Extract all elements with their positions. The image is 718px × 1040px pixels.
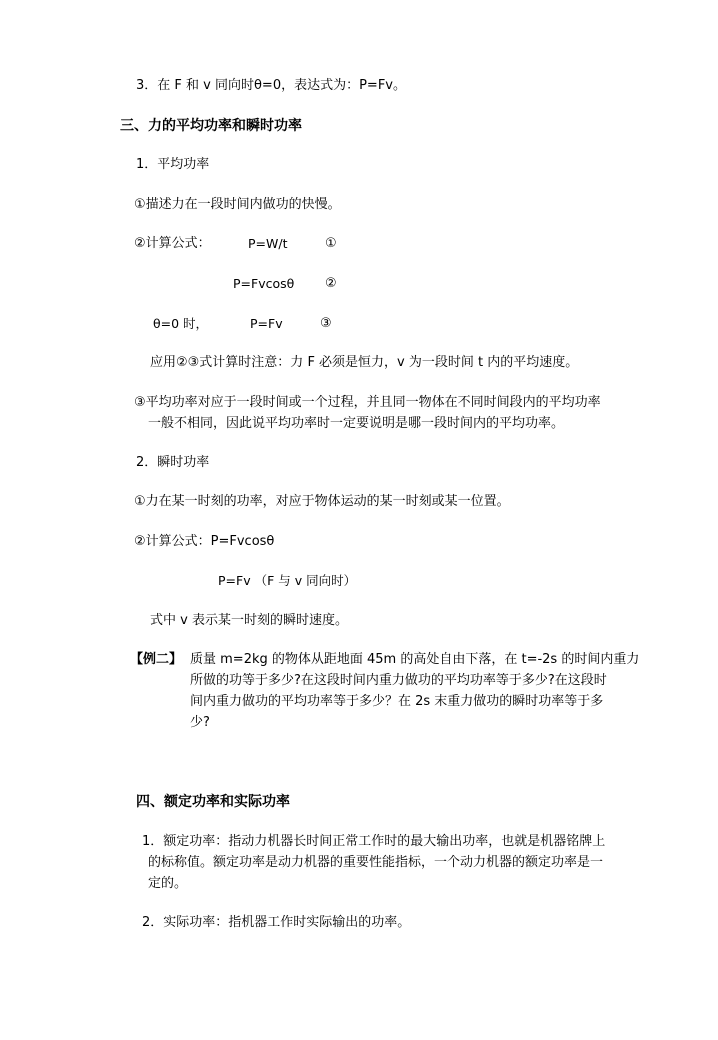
sub1-item1: ①描述力在一段时间内做功的快慢。 (134, 197, 341, 212)
sub1-item3-line2: 一般不相同，因此说平均功率时一定要说明是哪一段时间内的平均功率。 (148, 416, 565, 431)
sub1-item2-label: ②计算公式： (134, 236, 211, 251)
sub2-title: 2．瞬时功率 (136, 455, 210, 470)
formula-fvcos: P=Fvcosθ (233, 276, 295, 291)
sub1-note: 应用②③式计算时注意：力 F 必须是恒力，v 为一段时间 t 内的平均速度。 (150, 355, 579, 370)
section4-item1-line3: 定的。 (148, 876, 188, 891)
example-line3: 间内重力做功的平均功率等于多少？在 2s 末重力做功的瞬时功率等于多 (190, 694, 604, 709)
section3-heading: 三、力的平均功率和瞬时功率 (120, 118, 302, 134)
example-line2: 所做的功等于多少?在这段时间内重力做功的平均功率等于多少?在这段时 (190, 673, 607, 688)
example-line4: 少? (190, 715, 210, 730)
sub2-item1: ①力在某一时刻的功率，对应于物体运动的某一时刻或某一位置。 (134, 494, 510, 509)
sub1-title: 1．平均功率 (136, 157, 210, 172)
item3-power-formula: 3．在 F 和 v 同向时θ=0，表达式为：P=Fv。 (136, 78, 406, 93)
sub1-item3-line1: ③平均功率对应于一段时间或一个过程，并且同一物体在不同时间段内的平均功率 (134, 395, 601, 410)
formula-num-1: ① (325, 236, 337, 251)
formula-fv: P=Fv (250, 316, 283, 331)
sub2-item2: ②计算公式：P=Fvcosθ (134, 534, 275, 549)
section4-item2: 2．实际功率：指机器工作时实际输出的功率。 (142, 915, 411, 930)
section4-item1-line1: 1．额定功率：指动力机器长时间正常工作时的最大输出功率，也就是机器铭牌上 (142, 834, 606, 849)
section4-item1-line2: 的标称值。额定功率是动力机器的重要性能指标，一个动力机器的额定功率是一 (148, 855, 604, 870)
sub2-note: 式中 v 表示某一时刻的瞬时速度。 (150, 613, 348, 628)
example-label: 【例二】 (130, 652, 183, 667)
formula-avg-power: P=W/t (248, 236, 288, 251)
sub2-formula-fv: P=Fv （F 与 v 同向时） (218, 573, 357, 588)
formula-num-3: ③ (320, 316, 332, 331)
formula-num-2: ② (325, 276, 337, 291)
example-line1: 质量 m=2kg 的物体从距地面 45m 的高处自由下落，在 t=-2s 的时间内重力 (190, 652, 640, 667)
theta-zero-label: θ=0 时， (153, 316, 209, 331)
section4-heading: 四、额定功率和实际功率 (136, 794, 290, 810)
